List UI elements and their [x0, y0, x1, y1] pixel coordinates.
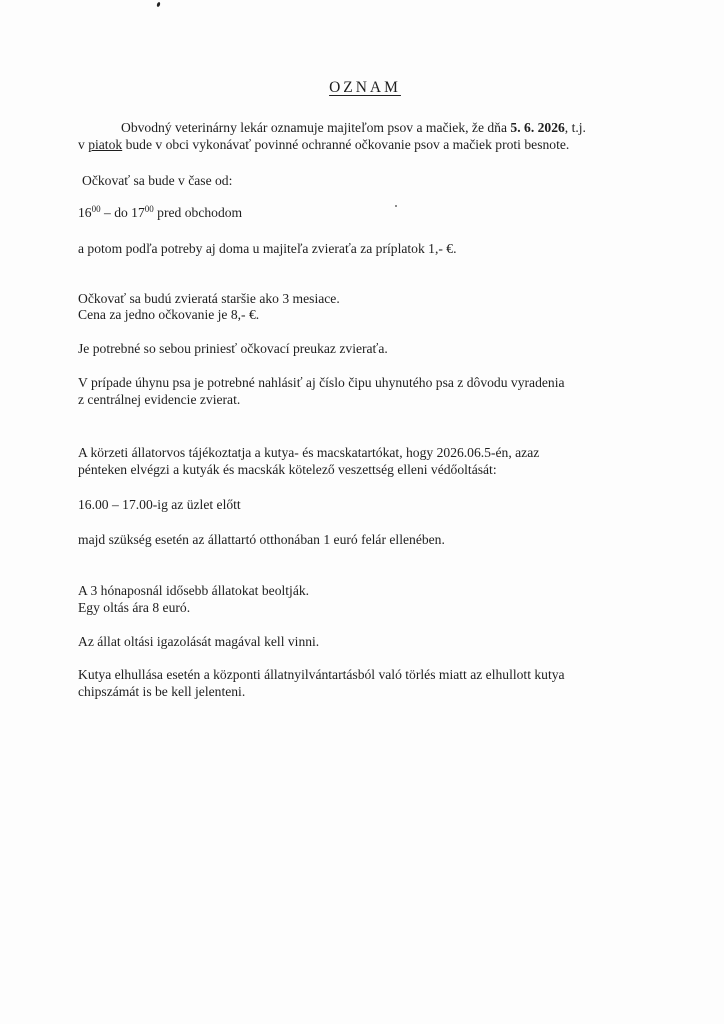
hu-intro-line-1: A körzeti állatorvos tájékoztatja a kutya- és macskatartókat, hogy 2026.06.5-én, azaz — [78, 445, 540, 460]
notice-title: OZNAM — [329, 79, 401, 96]
sk-time-intro: Očkovať sa bude v čase od: — [82, 173, 233, 188]
sk-time-end-min: 00 — [144, 204, 154, 214]
sk-time-start-hour: 16 — [78, 205, 92, 220]
sk-intro-text: v — [78, 137, 89, 152]
hu-intro-line-2: pénteken elvégzi a kutyák és macskák kötelező veszettség elleni védőoltását: — [78, 462, 497, 477]
scan-speck — [156, 2, 161, 8]
sk-death-notice-line-2: z centrálnej evidencie zvierat. — [78, 392, 241, 407]
hu-price: Egy oltás ára 8 euró. — [78, 600, 191, 615]
hu-home-service: majd szükség esetén az állattartó otthonában 1 euró felár ellenében. — [78, 532, 445, 547]
sk-vaccination-date: 5. 6. 2026 — [510, 120, 565, 135]
sk-bring-certificate: Je potrebné so sebou priniesť očkovací preukaz zvieraťa. — [78, 341, 388, 356]
sk-time-end-hour: – do 17 — [100, 205, 145, 220]
sk-price: Cena za jedno očkovanie je 8,- €. — [78, 307, 260, 322]
sk-age-requirement: Očkovať sa budú zvieratá staršie ako 3 mesiace. — [78, 291, 340, 306]
sk-death-notice-line-1: V prípade úhynu psa je potrebné nahlásiť aj číslo čipu uhynutého psa z dôvodu vyradenia — [78, 375, 565, 390]
scan-speck — [395, 205, 397, 207]
hu-bring-certificate: Az állat oltási igazolását magával kell vinni. — [78, 634, 320, 649]
sk-intro-line-1 — [121, 119, 586, 137]
sk-time-place: pred obchodom — [153, 205, 243, 220]
hu-age-requirement: A 3 hónaposnál idősebb állatokat beoltják. — [78, 583, 310, 598]
sk-home-service: a potom podľa potreby aj doma u majiteľa zvieraťa za príplatok 1,- €. — [78, 241, 457, 256]
sk-vaccination-day: piatok — [88, 137, 123, 152]
sk-intro-text: bude v obci vykonávať povinné ochranné očkovanie psov a mačiek proti besnote. — [122, 137, 570, 152]
hu-death-notice-line-1: Kutya elhullása esetén a központi állatnyilvántartásból való törlés miatt az elhullott kutya — [78, 667, 565, 682]
sk-intro-text: , t.j. — [564, 120, 586, 135]
sk-time-start-min: 00 — [91, 204, 101, 214]
sk-intro-text: Obvodný veterinárny lekár oznamuje majiteľom psov a mačiek, že dňa — [121, 120, 511, 135]
sk-time-line — [78, 204, 242, 223]
hu-time-line: 16.00 – 17.00-ig az üzlet előtt — [78, 497, 241, 512]
hu-death-notice-line-2: chipszámát is be kell jelenteni. — [78, 684, 246, 699]
sk-intro-line-2 — [78, 136, 569, 154]
